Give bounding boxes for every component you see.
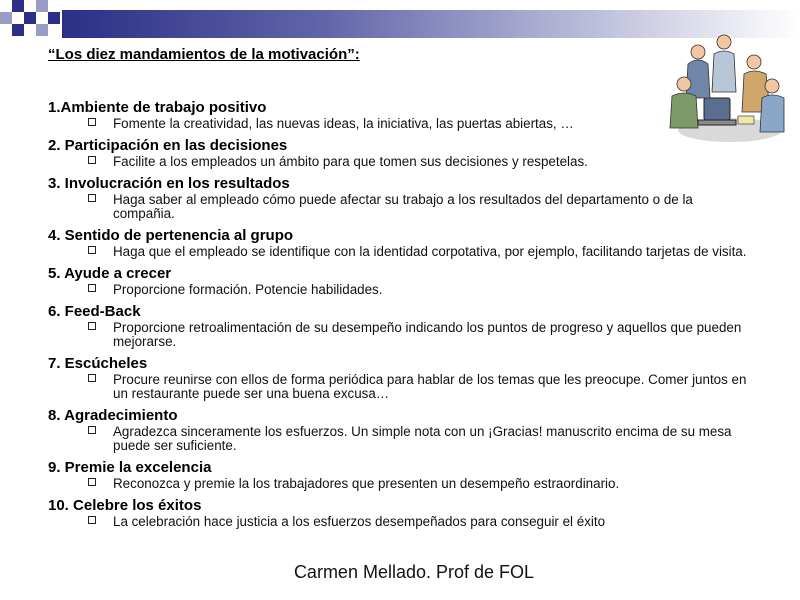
slide-footer: Carmen Mellado. Prof de FOL	[293, 562, 535, 582]
commandment-item	[48, 406, 758, 453]
commandment-heading: 8. Agradecimiento	[48, 407, 178, 424]
checker-square	[12, 0, 24, 12]
square-bullet-icon	[88, 284, 96, 292]
square-bullet-icon	[88, 246, 96, 254]
commandment-item	[48, 264, 758, 297]
commandment-detail: Haga saber al empleado cómo puede afectar su trabajo a los resultados del departamento o de la compañia.	[48, 193, 758, 221]
commandment-heading: 2. Participación en las decisiones	[48, 137, 288, 154]
slide-title: “Los diez mandamientos de la motivación”:	[48, 46, 360, 63]
commandment-heading: 3. Involucración en los resultados	[48, 175, 290, 192]
square-bullet-icon	[88, 426, 96, 434]
commandment-detail: Fomente la creatividad, las nuevas ideas, la iniciativa, las puertas abiertas, …	[48, 117, 758, 131]
commandment-item	[48, 496, 758, 529]
commandment-detail: Proporcione formación. Potencie habilidades.	[48, 283, 758, 297]
square-bullet-icon	[88, 194, 96, 202]
commandment-heading: 4. Sentido de pertenencia al grupo	[48, 227, 294, 244]
checker-square	[36, 24, 48, 36]
commandment-item	[48, 136, 758, 169]
commandment-detail: La celebración hace justicia a los esfuerzos desempeñados para conseguir el éxito	[48, 515, 758, 529]
square-bullet-icon	[88, 322, 96, 330]
commandment-heading: 7. Escúcheles	[48, 355, 148, 372]
commandment-item	[48, 354, 758, 401]
commandment-detail: Agradezca sinceramente los esfuerzos. Un simple nota con un ¡Gracias! manuscrito encima de su mesa puede ser suficiente.	[48, 425, 758, 453]
commandments-list	[48, 46, 758, 534]
commandment-detail: Facilite a los empleados un ámbito para que tomen sus decisiones y respetelas.	[48, 155, 758, 169]
commandment-heading: 1.Ambiente de trabajo positivo	[48, 99, 267, 116]
commandment-heading: 5. Ayude a crecer	[48, 265, 172, 282]
square-bullet-icon	[88, 478, 96, 486]
commandment-detail: Proporcione retroalimentación de su desempeño indicando los puntos de progreso y aquellos que pueden mejorarse.	[48, 321, 758, 349]
commandment-item	[48, 302, 758, 349]
commandment-detail: Procure reunirse con ellos de forma periódica para hablar de los temas que les preocupe. Comer juntos en un restaurante puede ser una buena excusa…	[48, 373, 758, 401]
square-bullet-icon	[88, 156, 96, 164]
commandment-item	[48, 98, 758, 131]
checker-square	[48, 12, 60, 24]
commandment-item	[48, 226, 758, 259]
commandment-item	[48, 458, 758, 491]
commandment-heading: 6. Feed-Back	[48, 303, 141, 320]
square-bullet-icon	[88, 118, 96, 126]
square-bullet-icon	[88, 374, 96, 382]
commandment-item	[48, 174, 758, 221]
commandment-heading: 9. Premie la excelencia	[48, 459, 212, 476]
commandment-detail: Reconozca y premie la los trabajadores que presenten un desempeño estraordinario.	[48, 477, 758, 491]
square-bullet-icon	[88, 516, 96, 524]
commandment-heading: 10. Celebre los éxitos	[48, 497, 202, 514]
checker-square	[0, 12, 12, 24]
checker-square	[12, 24, 24, 36]
commandment-detail: Haga que el empleado se identifique con la identidad corpotativa, por ejemplo, facilitando tarjetas de visita.	[48, 245, 758, 259]
checker-square	[36, 0, 48, 12]
checker-square	[24, 12, 36, 24]
